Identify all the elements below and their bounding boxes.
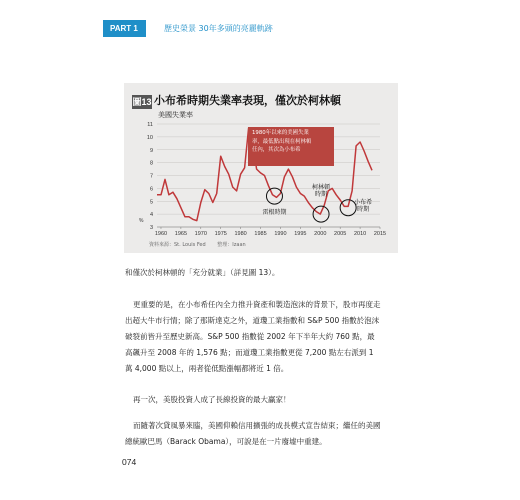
x-tick-label: 2015 bbox=[373, 231, 387, 237]
body-line: 更重要的是，在小布希任內全力推升資產和製造泡沫的背景下，股市再度走 bbox=[133, 300, 381, 309]
part-badge: PART 1 bbox=[103, 20, 146, 37]
x-tick-label: 1980 bbox=[234, 231, 247, 237]
x-tick-label: 1975 bbox=[214, 231, 227, 237]
page-number: 074 bbox=[122, 457, 137, 467]
figure-label: 圖13 bbox=[132, 97, 152, 107]
source-label: 資料來源：St. Louis Fed bbox=[149, 242, 206, 248]
body-line: 總統歐巴馬（Barack Obama），可說是在一片廢墟中重建。 bbox=[125, 437, 327, 446]
x-tick-label: 2000 bbox=[314, 231, 327, 237]
y-axis-label: % bbox=[139, 218, 144, 224]
x-tick-label: 1990 bbox=[274, 231, 287, 237]
y-tick-label: 4 bbox=[149, 212, 153, 219]
x-tick-label: 2005 bbox=[334, 231, 347, 237]
note-line-1: 1980年以來的美國失業 bbox=[252, 130, 309, 136]
body-line: 和僅次於柯林頓的「充分就業」（詳見圖 13）。 bbox=[125, 268, 280, 277]
y-tick-label: 11 bbox=[147, 122, 153, 128]
y-tick-label: 9 bbox=[149, 147, 153, 154]
editor-label: 整理：Izaan bbox=[217, 242, 246, 248]
y-tick-label: 8 bbox=[149, 160, 153, 167]
y-tick-label: 3 bbox=[149, 225, 153, 231]
body-line: 而隨著次貸風暴來臨，美國仰賴信用擴張的成長模式宣告結束；繼任的美國 bbox=[133, 421, 381, 430]
body-paragraph-0 bbox=[125, 265, 425, 281]
body-paragraph-3 bbox=[125, 418, 425, 450]
note-line-2: 率，最低點出現在柯林頓 bbox=[252, 138, 312, 145]
x-tick-label: 1985 bbox=[254, 231, 267, 237]
x-tick-label: 1960 bbox=[154, 231, 168, 237]
body-line: 破裂前皆升至歷史新高。S&P 500 指數從 2002 年下半年大約 760 點，最 bbox=[125, 332, 375, 341]
x-tick-label: 2010 bbox=[353, 231, 367, 237]
figure-source bbox=[149, 241, 256, 248]
figure-title: 小布希時期失業率表現，僅次於柯林頓 bbox=[154, 94, 341, 107]
x-tick-label: 1995 bbox=[294, 231, 307, 237]
y-tick-label: 10 bbox=[146, 134, 153, 141]
clinton-label-line1: 柯林頓 bbox=[312, 185, 331, 191]
body-paragraph-1 bbox=[125, 297, 425, 377]
x-tick-label: 1970 bbox=[194, 231, 207, 237]
part-title: 歷史榮景 30年多頭的亮麗軌跡 bbox=[164, 24, 273, 33]
body-line: 高飆升至 2008 年的 1,576 點；而道瓊工業指數更從 7,200 點左右派到 1 bbox=[125, 348, 374, 357]
bush-label-line1: 小布希 bbox=[354, 200, 373, 206]
body-line: 萬 4,000 點以上，兩者從低點漲幅都將近 1 倍。 bbox=[125, 364, 289, 373]
chart-title: 美國失業率 bbox=[158, 111, 193, 119]
y-tick-label: 5 bbox=[149, 199, 153, 206]
note-line-3: 任內，其次為小布希 bbox=[252, 147, 301, 153]
y-tick-label: 7 bbox=[149, 173, 153, 180]
clinton-label-line2: 時期 bbox=[315, 192, 328, 198]
body-paragraph-2 bbox=[125, 392, 425, 408]
reagan-label: 雷根時期 bbox=[262, 210, 287, 216]
body-line: 再一次，美股投資人成了長線投資的最大贏家！ bbox=[133, 395, 291, 404]
bush-label-line2: 時期 bbox=[357, 207, 370, 213]
x-tick-label: 1965 bbox=[174, 231, 188, 237]
chart-note-box bbox=[248, 127, 334, 166]
y-tick-label: 6 bbox=[149, 186, 153, 193]
body-line: 出超大牛市行情；除了那斯達克之外，道瓊工業指數和 S&P 500 指數於泡沫 bbox=[125, 316, 380, 325]
